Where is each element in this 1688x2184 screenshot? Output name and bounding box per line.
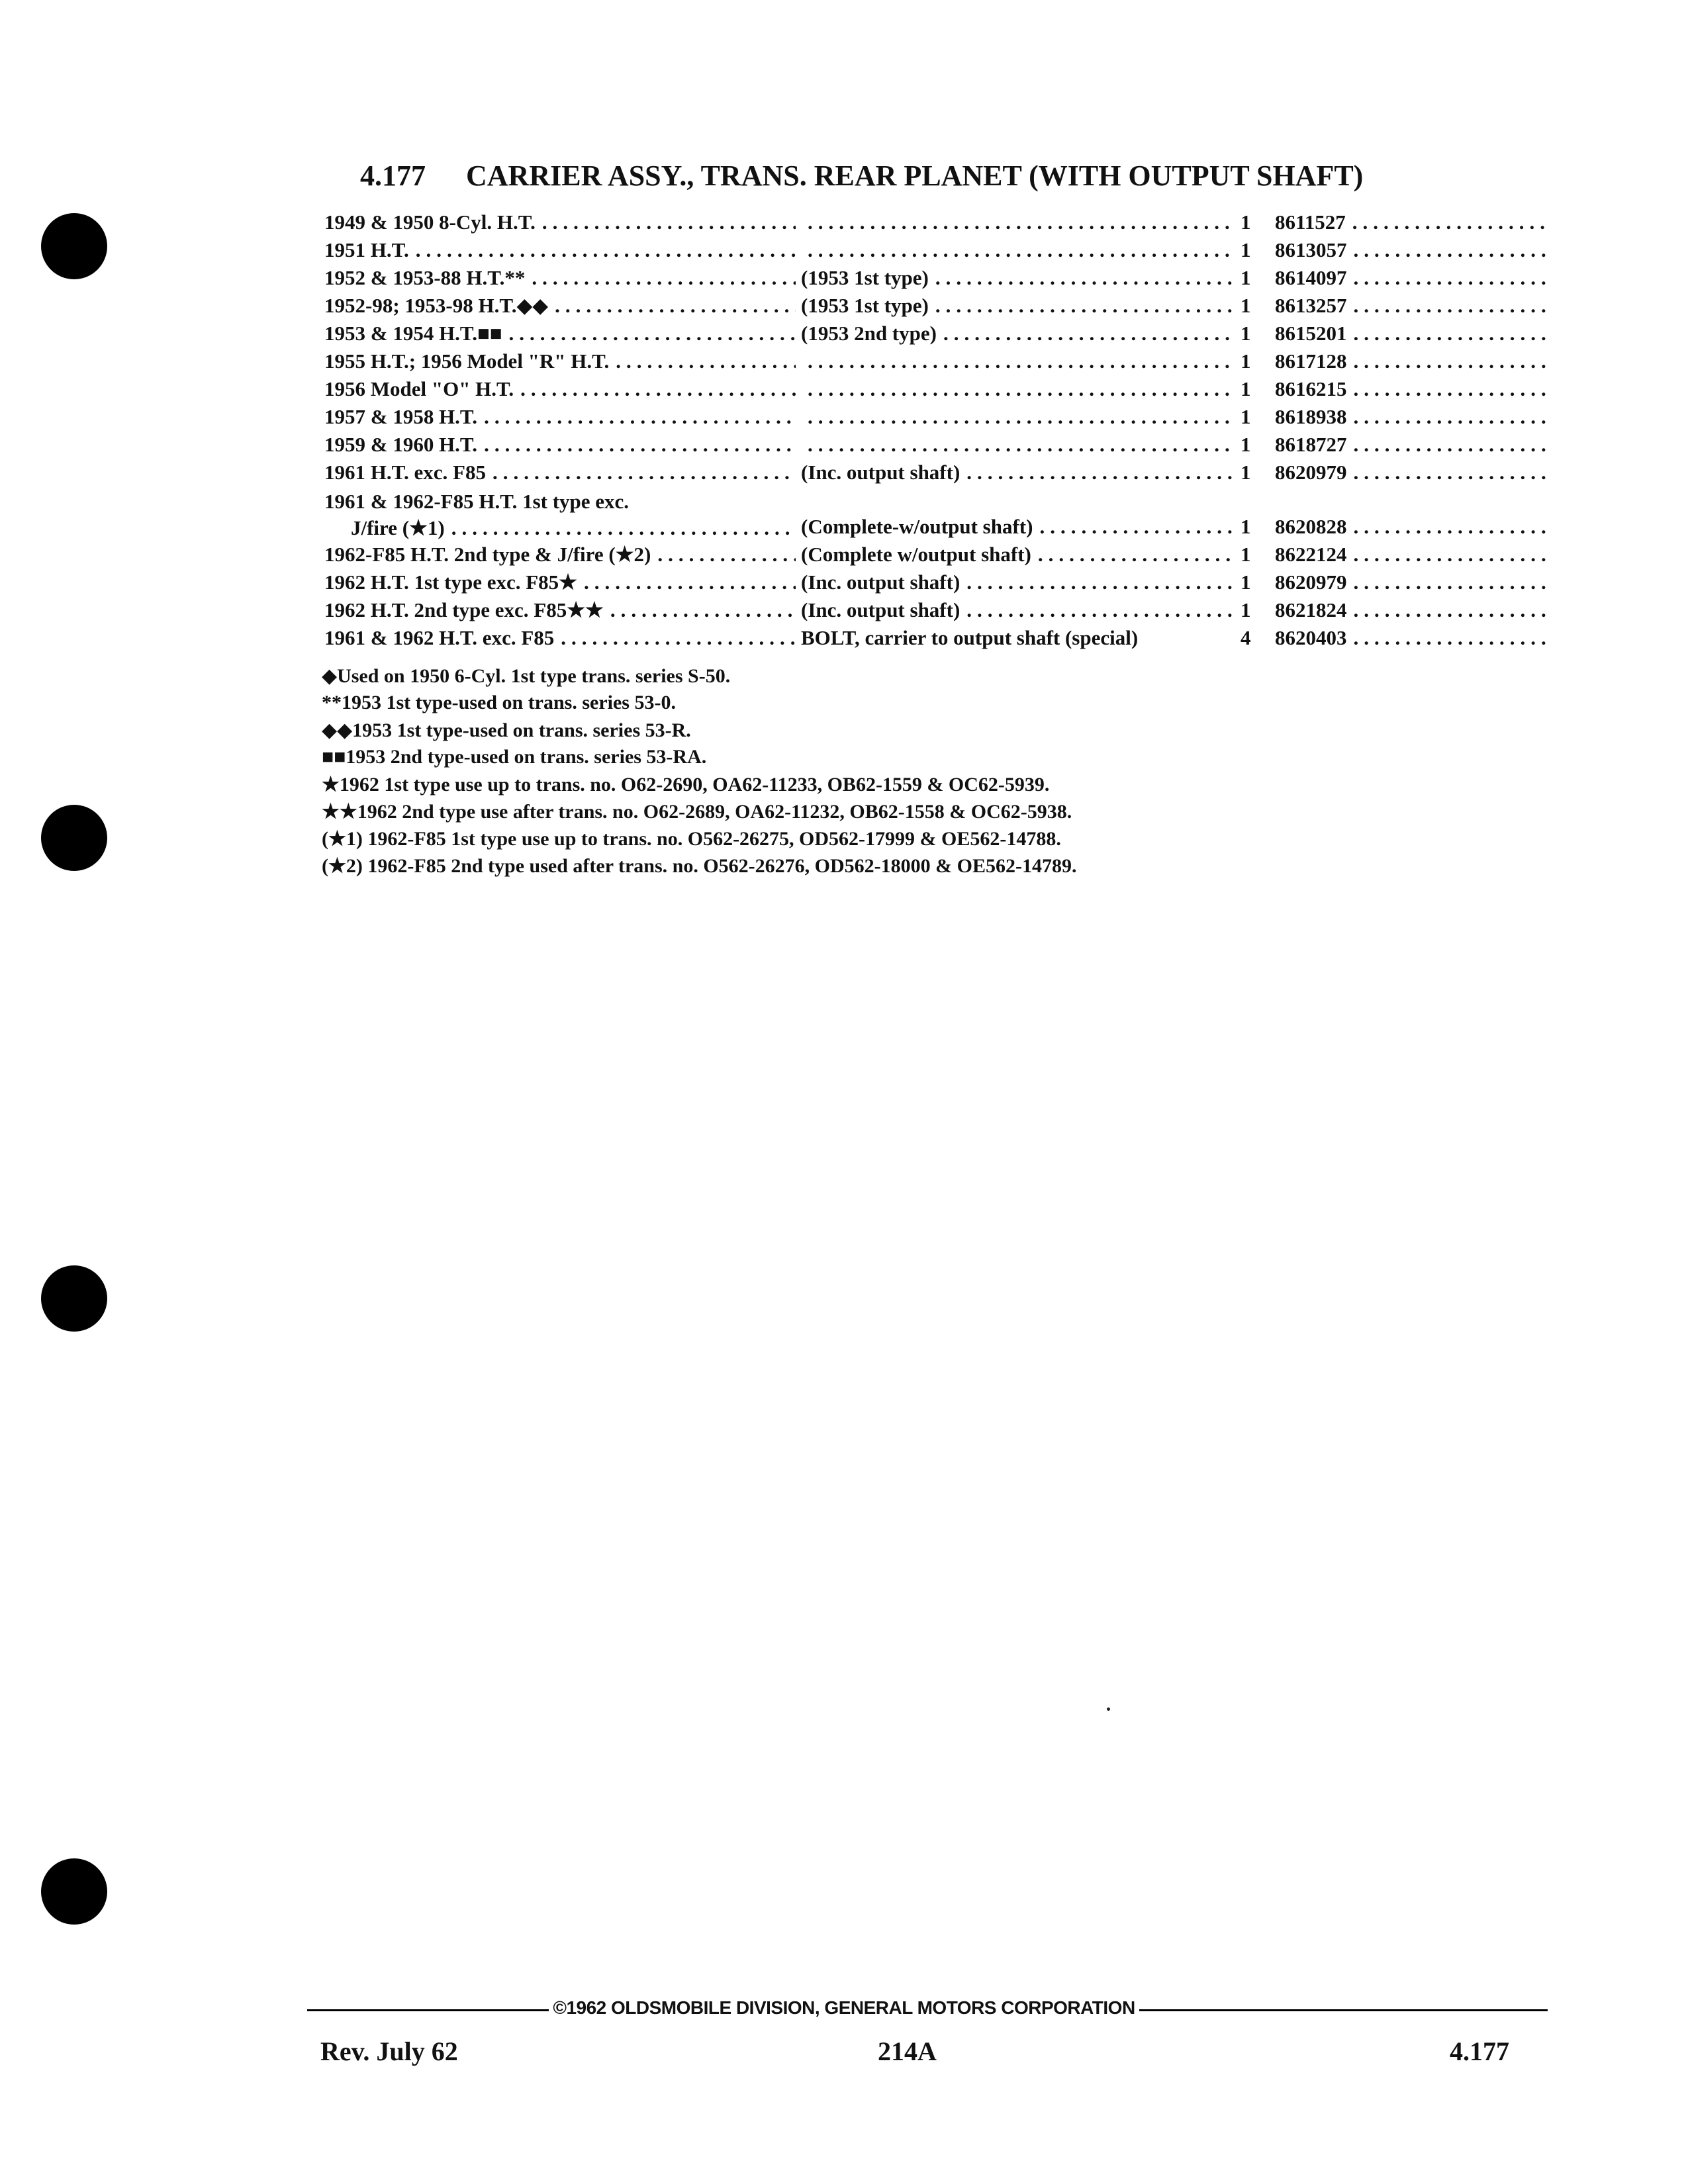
part-number: 8620979 <box>1275 461 1347 484</box>
quantity: 1 <box>1241 377 1251 400</box>
parts-row <box>324 570 1549 598</box>
part-number: 8617128 <box>1275 349 1347 373</box>
model-text: 1957 & 1958 H.T. <box>324 405 478 428</box>
part-number: 8613257 <box>1275 294 1347 317</box>
footnote: ■■1953 2nd type-used on trans. series 53-RA. <box>322 746 707 768</box>
quantity: 1 <box>1241 349 1251 373</box>
model-text: 1955 H.T.; 1956 Model "R" H.T. <box>324 349 610 373</box>
quantity: 1 <box>1241 433 1251 456</box>
part-number: 8614097 <box>1275 266 1347 289</box>
model-text-continued: J/fire (★1) <box>351 516 445 539</box>
parts-row <box>324 377 1549 405</box>
binder-hole <box>41 805 107 871</box>
parts-row <box>324 433 1549 461</box>
footnote: ◆◆1953 1st type-used on trans. series 53-R. <box>322 719 691 741</box>
parts-row <box>324 294 1549 322</box>
model-text: 1961 & 1962 H.T. exc. F85 <box>324 626 555 649</box>
quantity: 1 <box>1241 266 1251 289</box>
scan-speck <box>1107 1707 1110 1711</box>
part-number: 8615201 <box>1275 322 1347 345</box>
parts-row <box>324 405 1549 433</box>
parts-row <box>324 322 1549 349</box>
model-text: 1953 & 1954 H.T.■■ <box>324 322 502 345</box>
binder-hole <box>41 1265 107 1332</box>
model-text: 1949 & 1950 8-Cyl. H.T. <box>324 210 536 234</box>
quantity: 1 <box>1241 570 1251 594</box>
model-text: 1956 Model "O" H.T. <box>324 377 514 400</box>
part-number: 8620828 <box>1275 515 1347 538</box>
section-reference: 4.177 <box>1450 2036 1509 2066</box>
section-number: 4.177 <box>360 159 426 192</box>
model-text: 1952-98; 1953-98 H.T.◆◆ <box>324 294 549 317</box>
model-text: 1962 H.T. 1st type exc. F85★ <box>324 570 577 594</box>
quantity: 1 <box>1241 238 1251 261</box>
parts-row <box>324 626 1549 654</box>
part-number: 8618938 <box>1275 405 1347 428</box>
page-title <box>360 159 1363 193</box>
footnotes <box>322 664 1076 882</box>
quantity: 1 <box>1241 210 1251 234</box>
revision-date: Rev. July 62 <box>320 2036 458 2066</box>
binder-hole <box>41 1858 107 1925</box>
description-text: (Complete w/output shaft) <box>801 543 1031 566</box>
description-text: (Inc. output shaft) <box>801 461 961 484</box>
footnote: ★★1962 2nd type use after trans. no. O62-2689, OA62-11232, OB62-1558 & OC62-5938. <box>322 801 1072 823</box>
description-text: (1953 2nd type) <box>801 322 937 345</box>
part-number: 8616215 <box>1275 377 1347 400</box>
quantity: 1 <box>1241 598 1251 621</box>
quantity: 1 <box>1241 294 1251 317</box>
part-number: 8622124 <box>1275 543 1347 566</box>
description-text: (Inc. output shaft) <box>801 570 961 594</box>
quantity: 4 <box>1241 626 1251 649</box>
footnote: ◆Used on 1950 6-Cyl. 1st type trans. series S-50. <box>322 665 731 687</box>
copyright-text: ©1962 OLDSMOBILE DIVISION, GENERAL MOTORS CORPORATION <box>549 1997 1139 2018</box>
parts-list <box>324 210 1549 654</box>
part-number: 8613057 <box>1275 238 1347 261</box>
parts-row <box>324 266 1549 294</box>
parts-row <box>324 349 1549 377</box>
model-text: 1951 H.T. <box>324 238 409 261</box>
quantity: 1 <box>1241 322 1251 345</box>
quantity: 1 <box>1241 405 1251 428</box>
footnote: **1953 1st type-used on trans. series 53-0. <box>322 692 676 713</box>
quantity: 1 <box>1241 515 1251 538</box>
model-text: 1952 & 1953-88 H.T.** <box>324 266 526 289</box>
binder-hole <box>41 213 107 279</box>
model-text: 1961 & 1962-F85 H.T. 1st type exc. <box>324 490 630 513</box>
part-number: 8611527 <box>1275 210 1346 234</box>
part-number: 8620403 <box>1275 626 1347 649</box>
part-number: 8618727 <box>1275 433 1347 456</box>
description-text: (Complete-w/output shaft) <box>801 515 1033 538</box>
copyright-line <box>0 1997 1688 2019</box>
parts-row <box>324 543 1549 570</box>
model-text: 1962-F85 H.T. 2nd type & J/fire (★2) <box>324 543 651 566</box>
description-text: BOLT, carrier to output shaft (special) <box>801 626 1139 649</box>
model-text: 1962 H.T. 2nd type exc. F85★★ <box>324 598 604 621</box>
model-text: 1961 H.T. exc. F85 <box>324 461 486 484</box>
part-number: 8621824 <box>1275 598 1347 621</box>
parts-row <box>324 210 1549 238</box>
description-text: (Inc. output shaft) <box>801 598 961 621</box>
section-title: CARRIER ASSY., TRANS. REAR PLANET (WITH OUTPUT SHAFT) <box>466 159 1364 192</box>
parts-row <box>324 238 1549 266</box>
parts-row <box>324 461 1549 488</box>
footnote: (★2) 1962-F85 2nd type used after trans. no. O562-26276, OD562-18000 & OE562-14789. <box>322 855 1077 877</box>
quantity: 1 <box>1241 461 1251 484</box>
page-number: 214A <box>878 2036 937 2066</box>
footnote: (★1) 1962-F85 1st type use up to trans. no. O562-26275, OD562-17999 & OE562-14788. <box>322 828 1061 850</box>
part-number: 8620979 <box>1275 570 1347 594</box>
parts-row <box>324 488 1549 543</box>
quantity: 1 <box>1241 543 1251 566</box>
description-text: (1953 1st type) <box>801 294 929 317</box>
parts-row <box>324 598 1549 626</box>
description-text: (1953 1st type) <box>801 266 929 289</box>
model-text: 1959 & 1960 H.T. <box>324 433 478 456</box>
footnote: ★1962 1st type use up to trans. no. O62-2690, OA62-11233, OB62-1559 & OC62-5939. <box>322 774 1050 796</box>
